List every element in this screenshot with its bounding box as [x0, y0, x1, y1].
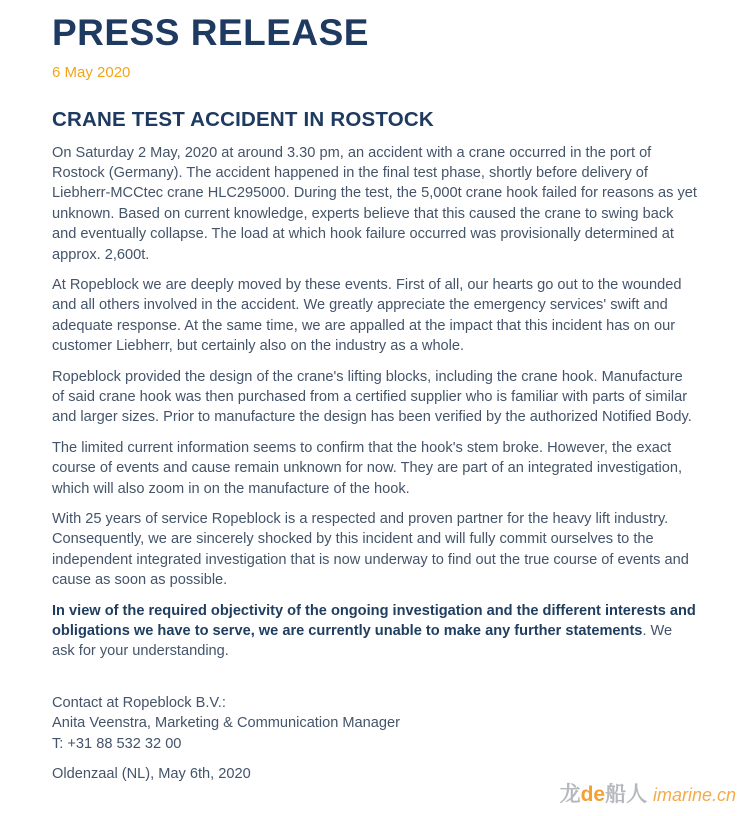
watermark-cjk-right: 船人 — [605, 783, 648, 806]
contact-block — [52, 693, 698, 754]
watermark-de: de — [580, 783, 606, 806]
headline: CRANE TEST ACCIDENT IN ROSTOCK — [52, 107, 434, 131]
page-title: PRESS RELEASE — [52, 12, 369, 53]
paragraph-incident: On Saturday 2 May, 2020 at around 3.30 pm, an accident with a crane occurred in the port of Rostock (Germany). The accident happened in the final test phase, shortly before delivery of Liebherr-MCCtec crane HLC295000. During the test, the 5,000t crane hook failed for reasons as yet unknown. Based on current knowledge, experts believe that this caused the crane to swing back and eventually collapse. The load at which hook failure occurred was provisionally determined at approx. 2,600t. — [52, 144, 697, 263]
paragraph-commitment: With 25 years of service Ropeblock is a respected and proven partner for the heavy lift industry. Consequently, we are sincerely shocked by this incident and will fully commit ourselves to the independent integrated investigation that is now underway to find out the true course of events and cause as soon as possible. — [52, 511, 689, 589]
contact-phone: T: +31 88 532 32 00 — [52, 735, 182, 752]
statement-regular-text: . We ask for your understanding. — [52, 623, 673, 660]
contact-heading: Contact at Ropeblock B.V.: — [52, 694, 226, 711]
statement-bold-text: In view of the required objectivity of the ongoing investigation and the different interests and obligations we have to serve, we are currently unable to make any further statements — [52, 602, 696, 640]
release-date: 6 May 2020 — [52, 63, 131, 81]
paragraph-design: Ropeblock provided the design of the crane's lifting blocks, including the crane hook. Manufacture of said crane hook was then purchased from a certified supplier who is familiar with parts of similar and larger sizes. Prior to manufacture the design has been verified by the authorized Notified Body. — [52, 368, 692, 426]
signoff-place-date: Oldenzaal (NL), May 6th, 2020 — [52, 766, 251, 783]
body-copy — [52, 143, 698, 785]
imarine-watermark — [560, 782, 736, 808]
paragraph-investigation: The limited current information seems to confirm that the hook's stem broke. However, the exact course of events and cause remain unknown for now. They are part of an integrated investigation, which will also zoom in on the manufacture of the hook. — [52, 439, 683, 497]
paragraph-statement — [52, 601, 698, 662]
paragraph-sympathy: At Ropeblock we are deeply moved by these events. First of all, our hearts go out to the wounded and all others involved in the accident. We greatly appreciate the emergency services' swift and adequate response. At the same time, we are appalled at the impact that this incident has on our customer Liebherr, but certainly also on the industry as a whole. — [52, 276, 682, 355]
watermark-site-url: imarine.cn — [652, 785, 736, 805]
contact-person: Anita Veenstra, Marketing & Communication Manager — [52, 715, 400, 732]
document-content — [52, 12, 698, 785]
watermark-cjk-left: 龙 — [559, 783, 581, 806]
